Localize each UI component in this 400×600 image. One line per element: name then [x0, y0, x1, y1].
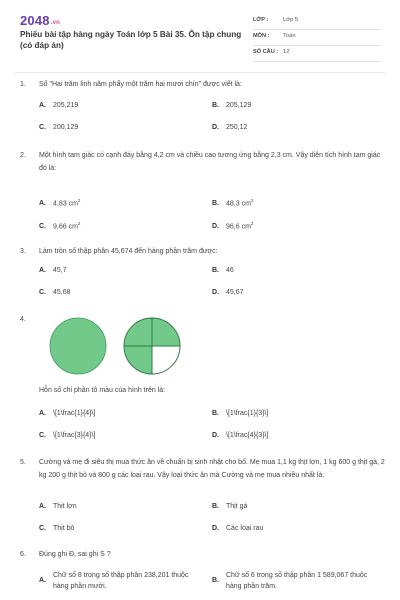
question-text: Số "Hai trăm linh năm phẩy một trăm hai mươi chín" được viết là: — [39, 81, 242, 88]
option-d[interactable]: D. \[1\frac{4}{3}\] — [212, 432, 269, 439]
meta-value: Lớp 5 — [283, 17, 299, 23]
question-text: Hỗn số chỉ phần tô màu của hình trên là: — [39, 387, 166, 394]
question-text: Một hình tam giác có cạnh đáy bằng 4,2 cm và chiều cao tương ứng bằng 2,3 cm. Vậy diện tích hình tam giác đó là: — [39, 152, 381, 172]
question-number: 3. — [20, 248, 26, 255]
option-b[interactable]: B. 205,129 — [212, 102, 252, 109]
option-b[interactable]: B. 46 — [212, 267, 234, 274]
question-number: 1. — [20, 81, 26, 88]
option-c[interactable]: C. \[1\frac{3}{4}\] — [39, 432, 96, 439]
meta-row-count — [253, 46, 381, 62]
meta-key: MÔN : — [253, 33, 270, 39]
option-d[interactable]: D. 250,12 — [212, 124, 248, 131]
question-text: Đúng ghi Đ, sai ghi S ? — [39, 551, 111, 558]
quarter-circle — [124, 318, 180, 374]
worksheet-header — [0, 0, 400, 70]
option-d[interactable]: D. Các loại rau — [212, 525, 264, 532]
option-a[interactable]: A. 45,7 — [39, 267, 67, 274]
option-a[interactable]: A. \[1\frac{1}{4}\] — [39, 410, 96, 417]
question-number: 4. — [20, 316, 26, 323]
option-d[interactable]: D. 96,6 $cm^2$ — [212, 221, 254, 231]
option-a[interactable]: A. Chữ số 8 trong số thập phân 238,201 thuộc hàng phần mười. — [39, 572, 189, 590]
worksheet-title: Phiếu bài tập hàng ngày Toán lớp 5 Bài 35. Ôn tập chung (có đáp án) — [20, 30, 242, 50]
meta-row-class — [253, 14, 381, 30]
option-b[interactable]: B. 48,3 $cm^2$ — [212, 198, 254, 208]
option-c[interactable]: C. 45,68 — [39, 289, 71, 296]
question-text: Làm tròn số thập phân 45,674 đến hàng phần trăm được: — [39, 248, 218, 255]
question-number: 5. — [20, 459, 26, 466]
option-a[interactable]: A. Thịt lợn — [39, 503, 77, 510]
meta-key: SỐ CÂU : — [253, 49, 279, 55]
option-b[interactable]: B. Chữ số 6 trong số thập phân 1 589,067 thuộc hàng phần trăm. — [212, 572, 368, 590]
question-number: 2. — [20, 152, 26, 159]
worksheet-meta — [253, 14, 381, 62]
option-a[interactable]: A. 205,219 — [39, 102, 79, 109]
fraction-figure — [48, 316, 188, 378]
site-logo[interactable]: 2048.vn — [20, 13, 61, 28]
option-c[interactable]: C. 200,129 — [39, 124, 79, 131]
question-text: Cường và mẹ đi siêu thị mua thức ăn về chuẩn bị sinh nhật cho bố. Mẹ mua 1,1 kg thịt lợn, 1 kg 600 g thịt gà, 2 kg 200 g thịt bò và 800 g các loại rau. Vậy loại thức ăn mà Cường và mẹ mua nhiều nhất là: — [39, 459, 385, 479]
meta-row-subject — [253, 30, 381, 46]
option-b[interactable]: B. \[1\frac{1}{3}\] — [212, 410, 269, 417]
option-c[interactable]: C. 9,66 $cm^2$ — [39, 221, 81, 231]
option-a[interactable]: A. 4,83 $cm^2$ — [39, 198, 81, 208]
meta-value: Toán — [283, 33, 296, 39]
option-b[interactable]: B. Thịt gà — [212, 503, 248, 510]
full-circle-shaded — [50, 318, 106, 374]
header-divider — [15, 72, 385, 73]
option-c[interactable]: C. Thịt bò — [39, 525, 75, 532]
meta-key: LỚP : — [253, 17, 269, 23]
option-d[interactable]: D. 45,67 — [212, 289, 244, 296]
question-number: 6. — [20, 551, 26, 558]
meta-value: 12 — [283, 49, 290, 55]
